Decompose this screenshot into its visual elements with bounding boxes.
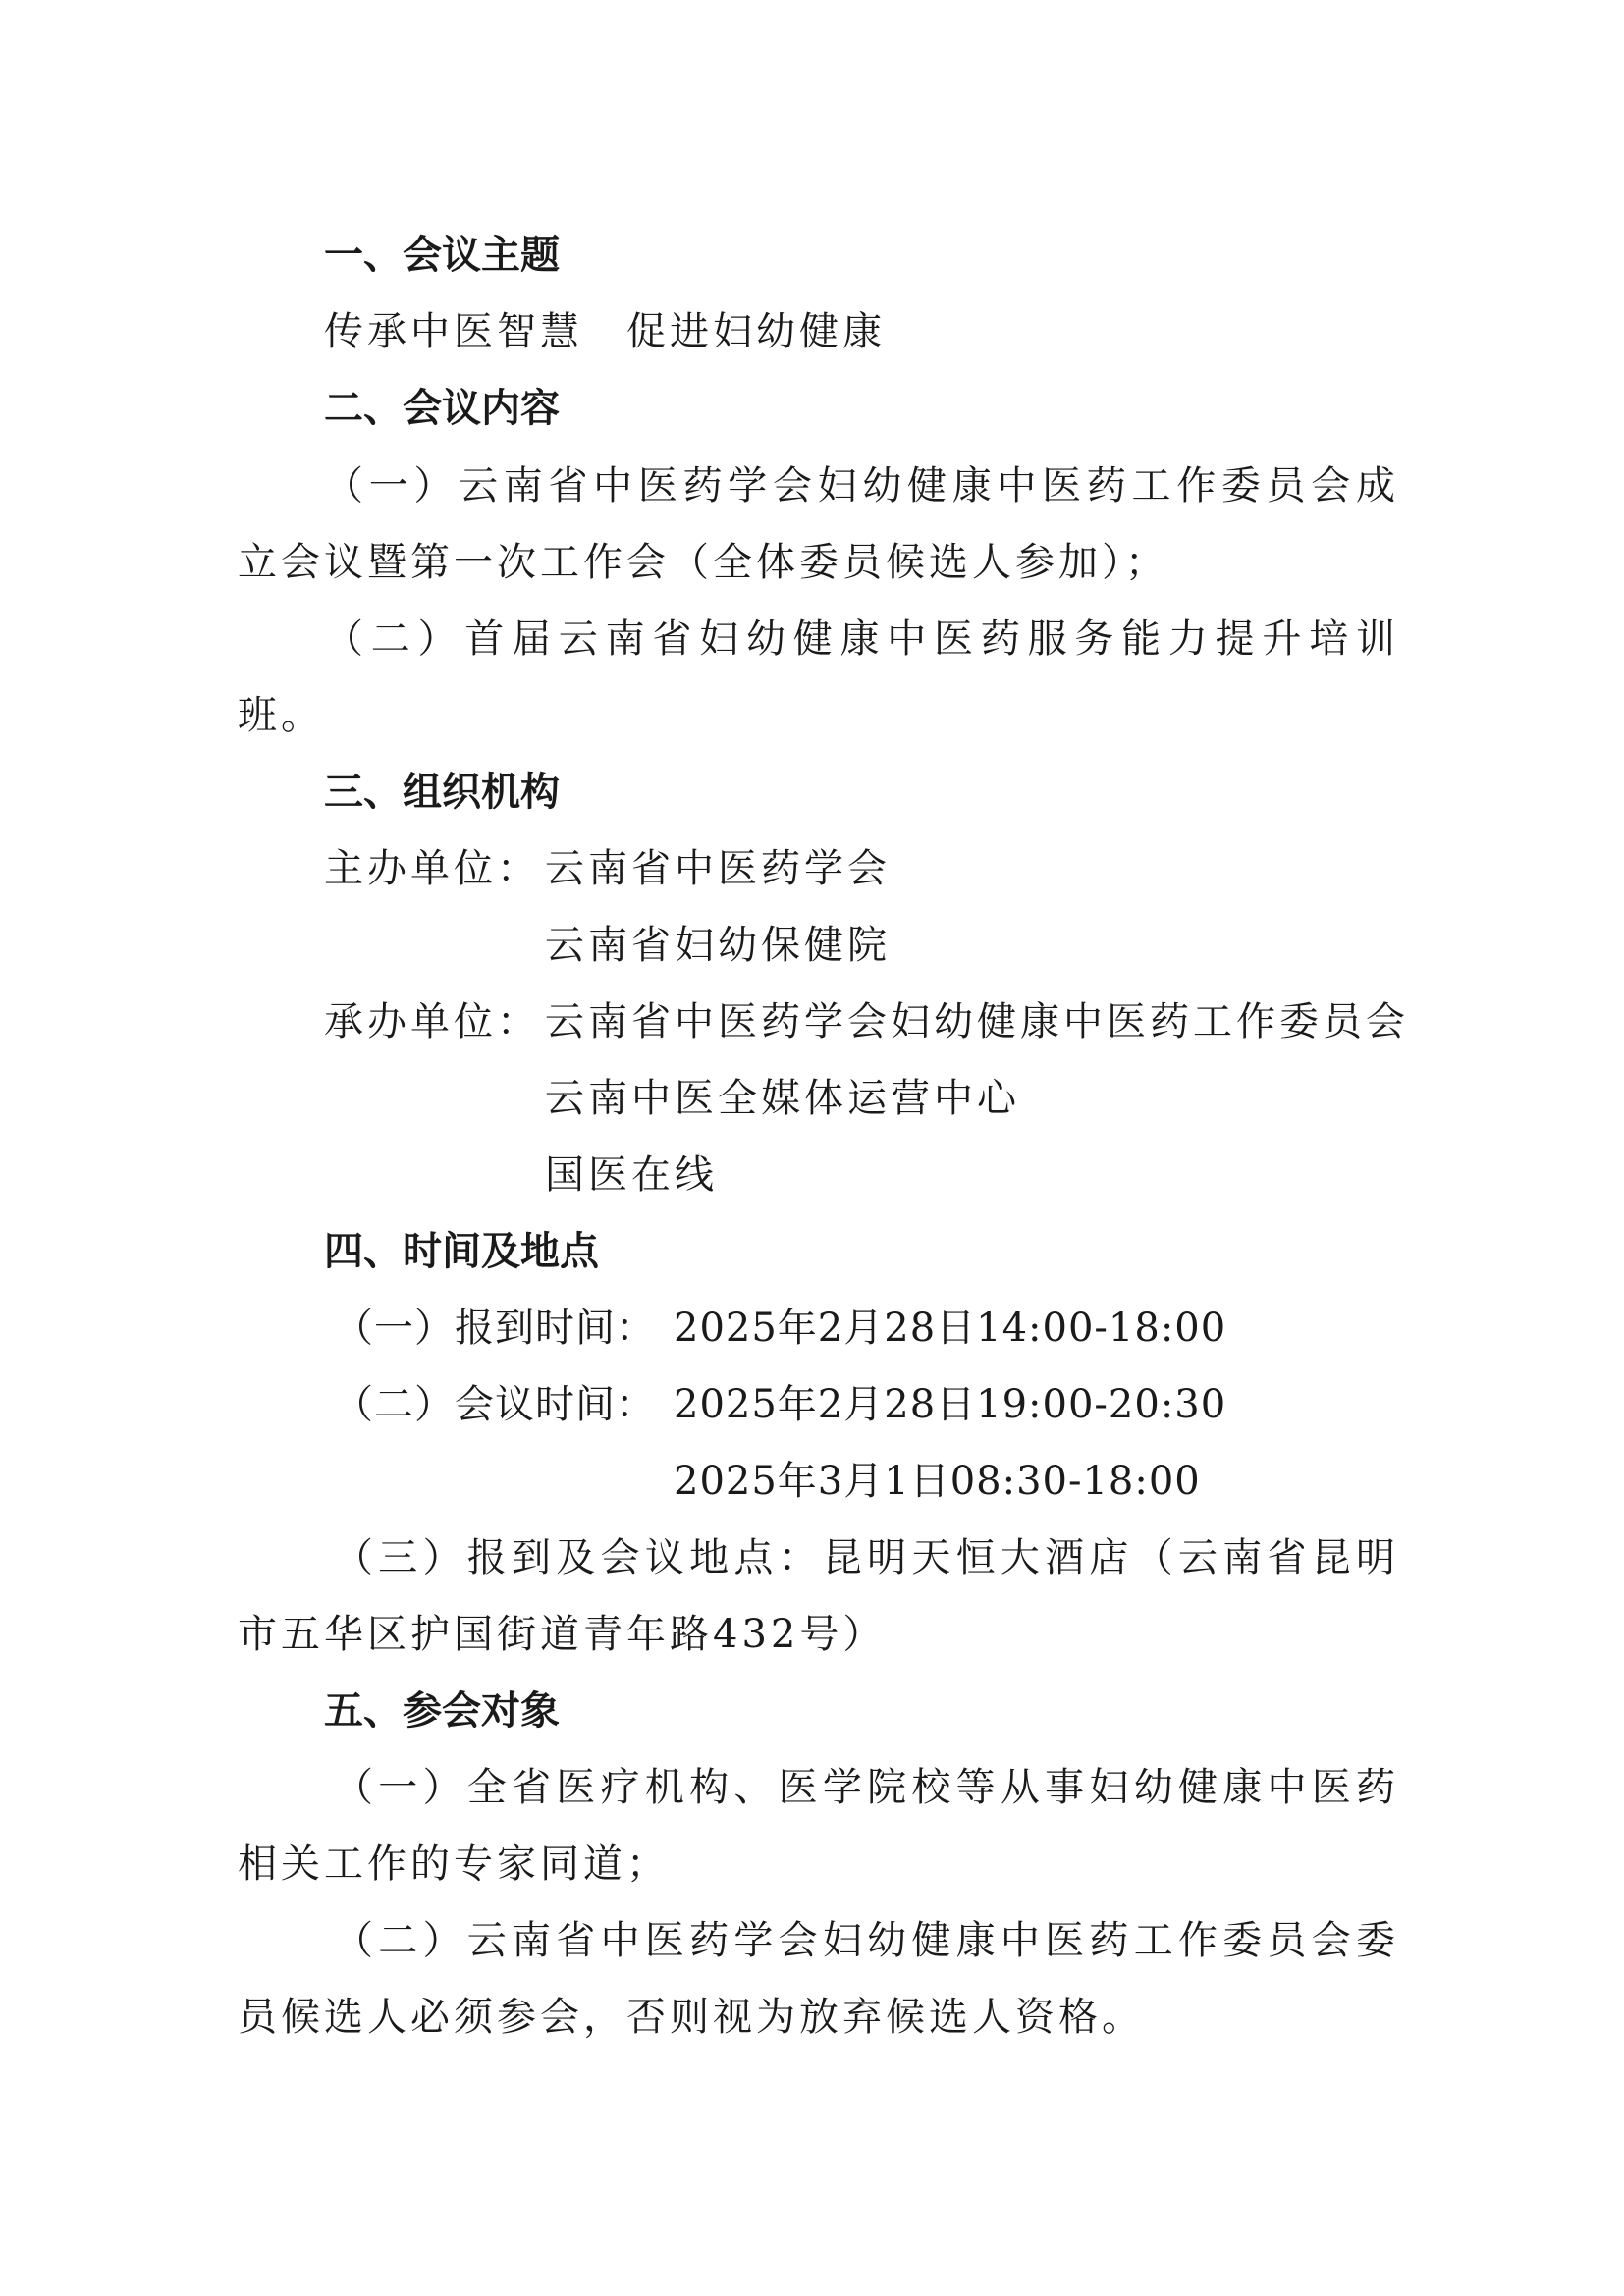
checkin-time: 2025年2月28日14:00-18:00 (674, 1306, 1227, 1351)
meeting-time: 2025年3月1日08:30-18:00 (674, 1459, 1201, 1504)
content-item-2-line-2: 班。 (238, 693, 324, 738)
organizer-label: 承办单位： (324, 999, 540, 1044)
meeting-time: 2025年2月28日19:00-20:30 (674, 1382, 1227, 1427)
section-heading-theme: 一、会议主题 (324, 233, 560, 278)
host-unit: 云南省妇幼保健院 (545, 923, 891, 968)
participants-item-1-line-1: （一）全省医疗机构、医学院校等从事妇幼健康中医药 (334, 1765, 1399, 1810)
checkin-label: （一）报到时间： (334, 1306, 656, 1351)
content-item-1-line-1: （一）云南省中医药学会妇幼健康中医药工作委员会成 (324, 463, 1399, 508)
organizer-unit: 云南中医全媒体运营中心 (545, 1076, 1020, 1121)
theme-text: 传承中医智慧 促进妇幼健康 (324, 309, 886, 354)
host-unit: 云南省中医药学会 (545, 846, 891, 891)
organizer-unit: 国医在线 (545, 1152, 718, 1198)
host-label: 主办单位： (324, 846, 540, 891)
section-heading-participants: 五、参会对象 (324, 1688, 560, 1734)
content-item-1-line-2: 立会议暨第一次工作会（全体委员候选人参加）； (238, 540, 1168, 585)
content-item-2-line-1: （二）首届云南省妇幼健康中医药服务能力提升培训 (324, 616, 1399, 662)
venue-line-2: 市五华区护国街道青年路432号） (238, 1612, 887, 1657)
meeting-label: （二）会议时间： (334, 1382, 656, 1427)
section-heading-organization: 三、组织机构 (324, 770, 560, 815)
venue-line-1: （三）报到及会议地点：昆明天恒大酒店（云南省昆明 (334, 1535, 1399, 1580)
section-heading-time-place: 四、时间及地点 (324, 1229, 599, 1274)
participants-item-1-line-2: 相关工作的专家同道； (238, 1842, 670, 1887)
organizer-unit: 云南省中医药学会妇幼健康中医药工作委员会 (545, 999, 1409, 1044)
participants-item-2-line-1: （二）云南省中医药学会妇幼健康中医药工作委员会委 (334, 1918, 1399, 1963)
participants-item-2-line-2: 员候选人必须参会，否则视为放弃候选人资格。 (238, 1995, 1145, 2040)
section-heading-content: 二、会议内容 (324, 386, 560, 431)
